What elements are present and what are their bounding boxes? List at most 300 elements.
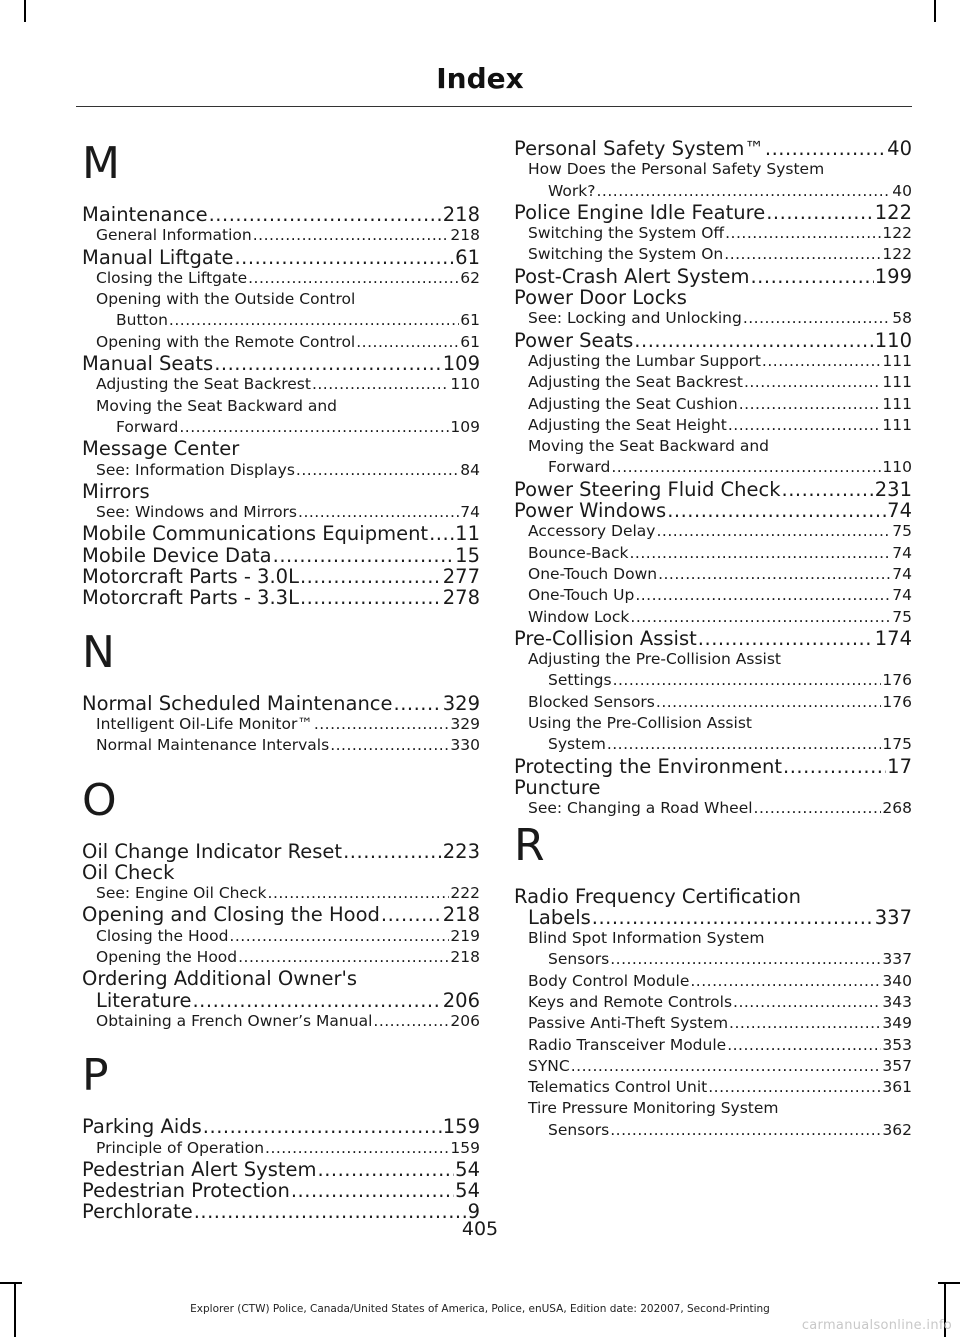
entry-text: Button (116, 311, 168, 330)
index-section (514, 819, 912, 1142)
index-subentry[interactable] (514, 181, 912, 202)
entry-text: Opening with the Remote Control (96, 332, 356, 351)
entry-text: Sensors (548, 1120, 610, 1139)
dot-leader (607, 734, 882, 755)
entry-text: System (548, 735, 606, 754)
dot-leader (248, 268, 459, 289)
entry-text: Message Center (82, 437, 240, 461)
dot-leader (571, 1056, 882, 1077)
entry-text: One-Touch Down (528, 564, 658, 583)
index-subentry[interactable] (82, 947, 480, 968)
entry-text: Mobile Communications Equipment (82, 522, 429, 546)
entry-text: Manual Seats (82, 352, 214, 376)
entry-page-number[interactable]: 111 (882, 415, 912, 434)
dot-leader (169, 310, 459, 331)
index-subentry[interactable] (514, 457, 912, 478)
entry-page-number[interactable]: 109 (450, 417, 480, 436)
entry-text: Parking Aids (82, 1115, 202, 1139)
entry-text: See: Information Displays (96, 460, 295, 479)
entry-page-number[interactable]: 268 (882, 799, 912, 818)
dot-leader (330, 735, 449, 756)
entry-text: General Information (96, 226, 252, 245)
dot-leader (312, 374, 449, 395)
entry-page-number[interactable]: 62 (460, 268, 480, 287)
dot-leader (265, 1138, 449, 1159)
index-subentry[interactable] (514, 564, 912, 585)
entry-text: Moving the Seat Backward and (528, 437, 769, 456)
entry-page-number[interactable]: 176 (882, 671, 912, 690)
entry-page-number[interactable]: 362 (882, 1120, 912, 1139)
index-entry[interactable] (82, 1159, 480, 1180)
entry-text: How Does the Personal Safety System (528, 160, 825, 179)
entry-text: Post-Crash Alert System (514, 264, 750, 288)
entry-text: Pedestrian Alert System (82, 1157, 317, 1181)
entry-page-number[interactable]: 61 (460, 332, 480, 351)
index-entry[interactable] (82, 693, 480, 714)
index-section (514, 138, 912, 820)
dot-leader (209, 204, 442, 225)
index-entry[interactable] (82, 904, 480, 925)
entry-page-number[interactable]: 206 (442, 988, 480, 1012)
entry-text: Sensors (548, 950, 610, 969)
dot-leader (203, 1116, 442, 1137)
dot-leader (253, 225, 450, 246)
dot-leader (238, 947, 449, 968)
dot-leader (656, 692, 882, 713)
entry-page-number[interactable]: 176 (882, 692, 912, 711)
entry-text: See: Engine Oil Check (96, 884, 267, 903)
dot-leader (750, 266, 873, 287)
dot-leader (613, 670, 882, 691)
entry-page-number[interactable]: 122 (882, 245, 912, 264)
entry-text: Using the Pre-Collision Assist (528, 714, 752, 733)
dot-leader (635, 585, 891, 606)
entry-text: Opening with the Outside Control (96, 290, 356, 309)
section-letter: M (82, 138, 120, 189)
index-entry[interactable] (82, 1180, 480, 1201)
index-subentry[interactable] (514, 1077, 912, 1098)
crop-mark-top-right (934, 0, 936, 22)
index-entry[interactable] (82, 587, 480, 608)
dot-leader (667, 500, 886, 521)
index-subentry[interactable] (82, 883, 480, 904)
index-subentry[interactable] (514, 670, 912, 691)
entry-page-number[interactable]: 337 (882, 950, 912, 969)
index-entry[interactable] (82, 545, 480, 566)
entry-text: Normal Maintenance Intervals (96, 736, 330, 755)
entry-page-number[interactable]: 74 (460, 503, 480, 522)
entry-text: Adjusting the Seat Backrest (96, 375, 311, 394)
entry-text: Blind Spot Information System (528, 929, 765, 948)
dot-leader (783, 756, 886, 777)
index-subentry[interactable] (82, 1138, 480, 1159)
index-subentry[interactable] (82, 417, 480, 438)
dot-leader (268, 883, 450, 904)
index-subentry[interactable] (514, 308, 912, 329)
crop-mark-bottom-left (0, 1282, 22, 1284)
entry-page-number[interactable]: 218 (450, 948, 480, 967)
index-subentry[interactable] (82, 502, 480, 523)
index-subentry[interactable] (514, 607, 912, 628)
entry-page-number[interactable]: 330 (450, 736, 480, 755)
entry-text: Tire Pressure Monitoring System (528, 1099, 779, 1118)
index-subentry (82, 289, 480, 310)
dot-leader (273, 545, 455, 566)
index-subentry (82, 396, 480, 417)
entry-page-number[interactable]: 231 (874, 477, 912, 501)
entry-page-number[interactable]: 218 (442, 903, 480, 927)
entry-text: Protecting the Environment (514, 754, 783, 778)
crop-mark-bottom-right (938, 1282, 960, 1284)
entry-text: Motorcraft Parts - 3.0L (82, 565, 299, 589)
index-column-right (514, 138, 912, 1141)
entry-text: Pedestrian Protection (82, 1179, 290, 1203)
dot-leader (754, 798, 882, 819)
entry-text: Adjusting the Pre-Collision Assist (528, 650, 782, 669)
dot-leader (381, 904, 442, 925)
section-letter: R (514, 819, 545, 871)
entry-text: Adjusting the Seat Backrest (528, 373, 743, 392)
entry-text: Accessory Delay (528, 522, 656, 541)
entry-page-number[interactable]: 337 (874, 905, 912, 929)
index-subentry[interactable] (514, 223, 912, 244)
index-subentry (514, 713, 912, 734)
dot-leader (743, 308, 891, 329)
index-subentry[interactable] (514, 394, 912, 415)
index-subentry[interactable] (82, 714, 480, 735)
index-subentry[interactable] (514, 244, 912, 265)
dot-leader (634, 330, 873, 351)
entry-page-number[interactable]: 111 (882, 351, 912, 370)
index-subentry[interactable] (82, 1011, 480, 1032)
entry-text: Literature (96, 988, 192, 1012)
entry-page-number[interactable]: 84 (460, 460, 480, 479)
entry-text: Power Steering Fluid Check (514, 477, 781, 501)
dot-leader (744, 372, 881, 393)
index-subentry[interactable] (514, 1013, 912, 1034)
index-section (82, 1050, 480, 1224)
index-subentry[interactable] (514, 521, 912, 542)
index-entry (514, 287, 912, 308)
index-subentry[interactable] (514, 949, 912, 970)
entry-text: Oil Change Indicator Reset (82, 839, 343, 863)
entry-text: Mirrors (82, 479, 150, 503)
index-subentry[interactable] (82, 310, 480, 331)
dot-leader (394, 693, 442, 714)
entry-text: Adjusting the Lumbar Support (528, 351, 761, 370)
index-subentry[interactable] (514, 1056, 912, 1077)
index-entry (82, 968, 480, 989)
entry-page-number[interactable]: 74 (892, 586, 912, 605)
entry-text: Intelligent Oil-Life Monitor™ (96, 714, 313, 733)
entry-page-number[interactable]: 111 (882, 373, 912, 392)
dot-leader (690, 971, 881, 992)
index-entry (514, 777, 912, 798)
dot-leader (610, 1120, 881, 1141)
entry-text: Closing the Liftgate (96, 268, 248, 287)
entry-page-number[interactable]: 174 (874, 626, 912, 650)
index-subentry[interactable] (82, 268, 480, 289)
entry-page-number[interactable]: 54 (455, 1157, 480, 1181)
entry-page-number[interactable]: 11 (455, 522, 480, 546)
dot-leader (300, 587, 442, 608)
dot-leader (733, 992, 881, 1013)
dot-leader (192, 990, 441, 1011)
entry-text: Forward (548, 458, 611, 477)
entry-text: Power Door Locks (514, 286, 687, 310)
entry-page-number[interactable]: 219 (450, 926, 480, 945)
entry-page-number[interactable]: 110 (450, 375, 480, 394)
entry-page-number[interactable]: 223 (442, 839, 480, 863)
index-entry[interactable] (82, 566, 480, 587)
index-entry[interactable] (514, 756, 912, 777)
dot-leader (429, 523, 454, 544)
index-entry[interactable] (82, 523, 480, 544)
dot-leader (318, 1159, 455, 1180)
entry-page-number[interactable]: 278 (442, 586, 480, 610)
entry-page-number[interactable]: 54 (455, 1179, 480, 1203)
index-subentry (514, 1098, 912, 1119)
index-entry[interactable] (82, 1116, 480, 1137)
entry-text: Motorcraft Parts - 3.3L (82, 586, 299, 610)
index-subentry[interactable] (514, 734, 912, 755)
entry-page-number[interactable]: 74 (887, 499, 912, 523)
entry-page-number[interactable]: 15 (455, 543, 480, 567)
entry-page-number[interactable]: 110 (882, 458, 912, 477)
entry-text: Ordering Additional Owner's (82, 967, 358, 991)
entry-page-number[interactable]: 353 (882, 1035, 912, 1054)
footer-edition: Explorer (CTW) Police, Canada/United States of America, Police, enUSA, Edition date: 202007, Second-Printing (190, 1303, 770, 1315)
index-section (82, 138, 480, 610)
index-subentry[interactable] (514, 798, 912, 819)
entry-text: Forward (116, 417, 179, 436)
dot-leader (724, 244, 881, 265)
entry-text: Power Seats (514, 328, 634, 352)
entry-page-number[interactable]: 61 (455, 245, 480, 269)
entry-page-number[interactable]: 122 (882, 224, 912, 243)
dot-leader (373, 1011, 449, 1032)
entry-text: Moving the Seat Backward and (96, 396, 337, 415)
index-entry[interactable] (514, 266, 912, 287)
entry-text: Keys and Remote Controls (528, 992, 733, 1011)
entry-text: Opening and Closing the Hood (82, 903, 380, 927)
entry-text: Manual Liftgate (82, 245, 234, 269)
index-entry[interactable] (514, 907, 912, 928)
entry-text: Radio Transceiver Module (528, 1035, 727, 1054)
dot-leader (762, 351, 881, 372)
dot-leader (234, 247, 454, 268)
index-entry (82, 481, 480, 502)
index-entry[interactable] (514, 138, 912, 159)
index-entry[interactable] (514, 330, 912, 351)
entry-text: Body Control Module (528, 971, 690, 990)
index-entry[interactable] (514, 202, 912, 223)
entry-text: Closing the Hood (96, 926, 229, 945)
entry-text: Maintenance (82, 203, 208, 226)
index-subentry[interactable] (514, 372, 912, 393)
dot-leader (596, 181, 891, 202)
page-title: Index (436, 62, 524, 95)
dot-leader (611, 457, 881, 478)
entry-text: Police Engine Idle Feature (514, 200, 766, 224)
entry-text: Switching the System On (528, 245, 724, 264)
dot-leader (291, 1180, 454, 1201)
index-subentry[interactable] (82, 225, 480, 246)
dot-leader (698, 628, 874, 649)
entry-text: SYNC (528, 1056, 570, 1075)
index-entry[interactable] (514, 500, 912, 521)
index-entry (82, 862, 480, 883)
entry-page-number[interactable]: 61 (460, 311, 480, 330)
entry-text: Passive Anti-Theft System (528, 1014, 729, 1033)
entry-page-number[interactable]: 75 (892, 607, 912, 626)
dot-leader (739, 394, 882, 415)
entry-text: See: Changing a Road Wheel (528, 799, 753, 818)
entry-page-number[interactable]: 17 (887, 754, 912, 778)
entry-text: Adjusting the Seat Cushion (528, 394, 738, 413)
entry-page-number[interactable]: 40 (887, 137, 912, 160)
index-section (82, 626, 480, 757)
index-subentry[interactable] (82, 460, 480, 481)
entry-page-number[interactable]: 329 (442, 691, 480, 715)
entry-page-number[interactable]: 199 (874, 264, 912, 288)
index-subentry[interactable] (514, 971, 912, 992)
section-letter: N (82, 626, 115, 678)
entry-page-number[interactable]: 159 (442, 1115, 480, 1139)
index-subentry (514, 159, 912, 180)
entry-page-number[interactable]: 40 (892, 181, 912, 200)
entry-text: Oil Check (82, 860, 175, 884)
dot-leader (725, 223, 881, 244)
entry-text: Labels (528, 905, 591, 929)
dot-leader (592, 907, 874, 928)
dot-leader (314, 714, 450, 735)
dot-leader (727, 1035, 881, 1056)
page-number: 405 (461, 1218, 499, 1240)
entry-text: Opening the Hood (96, 948, 238, 967)
dot-leader (298, 502, 459, 523)
dot-leader (229, 926, 449, 947)
header-rule (76, 106, 912, 107)
dot-leader (214, 353, 442, 374)
entry-text: Principle of Operation (96, 1138, 265, 1157)
dot-leader (729, 1013, 881, 1034)
entry-text: Blocked Sensors (528, 692, 655, 711)
section-letter: P (82, 1050, 109, 1102)
index-subentry[interactable] (82, 926, 480, 947)
entry-text: See: Locking and Unlocking (528, 309, 742, 328)
dot-leader (300, 566, 442, 587)
index-subentry[interactable] (514, 543, 912, 564)
entry-page-number[interactable]: 206 (450, 1011, 480, 1030)
index-subentry[interactable] (514, 1035, 912, 1056)
dot-leader (708, 1077, 881, 1098)
dot-leader (630, 543, 892, 564)
entry-text: Adjusting the Seat Height (528, 415, 727, 434)
entry-text: Work? (548, 181, 596, 200)
entry-page-number[interactable]: 75 (892, 522, 912, 541)
entry-page-number[interactable]: 159 (450, 1138, 480, 1157)
index-subentry[interactable] (514, 351, 912, 372)
entry-page-number[interactable]: 329 (450, 714, 480, 733)
index-subentry[interactable] (514, 1120, 912, 1141)
entry-text: Personal Safety System™ (514, 137, 764, 160)
index-entry[interactable] (82, 353, 480, 374)
dot-leader (728, 415, 882, 436)
entry-text: Window Lock (528, 607, 630, 626)
entry-text: Pre-Collision Assist (514, 626, 697, 650)
entry-page-number[interactable]: 277 (442, 565, 480, 589)
entry-text: See: Windows and Mirrors (96, 503, 298, 522)
dot-leader (610, 949, 881, 970)
entry-text: Telematics Control Unit (528, 1078, 708, 1097)
watermark: carmanualsonline.info (801, 1318, 952, 1333)
entry-page-number[interactable]: 340 (882, 971, 912, 990)
index-subentry[interactable] (514, 692, 912, 713)
index-entry[interactable] (82, 990, 480, 1011)
index-subentry[interactable] (82, 735, 480, 756)
entry-page-number[interactable]: 74 (892, 543, 912, 562)
entry-page-number[interactable]: 175 (882, 735, 912, 754)
index-entry[interactable] (82, 841, 480, 862)
index-subentry[interactable] (514, 585, 912, 606)
entry-text: Radio Frequency Certification (514, 884, 801, 908)
dot-leader (782, 479, 874, 500)
index-entry[interactable] (514, 479, 912, 500)
entry-page-number[interactable]: 361 (882, 1078, 912, 1097)
entry-page-number[interactable]: 58 (892, 309, 912, 328)
entry-text: One-Touch Up (528, 586, 635, 605)
index-entry[interactable] (82, 204, 480, 225)
index-subentry[interactable] (514, 992, 912, 1013)
index-subentry[interactable] (82, 332, 480, 353)
index-subentry[interactable] (514, 415, 912, 436)
entry-page-number[interactable]: 222 (450, 884, 480, 903)
entry-page-number[interactable]: 74 (892, 564, 912, 583)
entry-text: Settings (548, 671, 612, 690)
entry-text: Puncture (514, 775, 601, 799)
dot-leader (296, 460, 459, 481)
entry-page-number[interactable]: 9 (467, 1200, 480, 1224)
entry-page-number[interactable]: 357 (882, 1056, 912, 1075)
entry-page-number[interactable]: 122 (874, 200, 912, 224)
entry-page-number[interactable]: 218 (450, 226, 480, 245)
index-entry[interactable] (82, 247, 480, 268)
index-column-left (82, 138, 480, 1223)
index-entry (82, 438, 480, 459)
entry-page-number[interactable]: 110 (874, 328, 912, 352)
entry-page-number[interactable]: 343 (882, 992, 912, 1011)
entry-page-number[interactable]: 218 (442, 203, 480, 226)
entry-text: Obtaining a French Owner’s Manual (96, 1011, 373, 1030)
crop-mark-top-left (24, 0, 26, 22)
entry-text: Switching the System Off (528, 224, 725, 243)
entry-text: Mobile Device Data (82, 543, 272, 567)
entry-page-number[interactable]: 111 (882, 394, 912, 413)
section-letter: O (82, 774, 117, 826)
dot-leader (766, 202, 874, 223)
index-subentry[interactable] (82, 374, 480, 395)
dot-leader (765, 138, 886, 159)
dot-leader (658, 564, 891, 585)
index-entry[interactable] (514, 628, 912, 649)
entry-page-number[interactable]: 349 (882, 1014, 912, 1033)
entry-page-number[interactable]: 109 (442, 352, 480, 376)
dot-leader (343, 841, 442, 862)
entry-text: Bounce-Back (528, 543, 629, 562)
entry-text: Normal Scheduled Maintenance (82, 691, 393, 715)
dot-leader (356, 332, 459, 353)
